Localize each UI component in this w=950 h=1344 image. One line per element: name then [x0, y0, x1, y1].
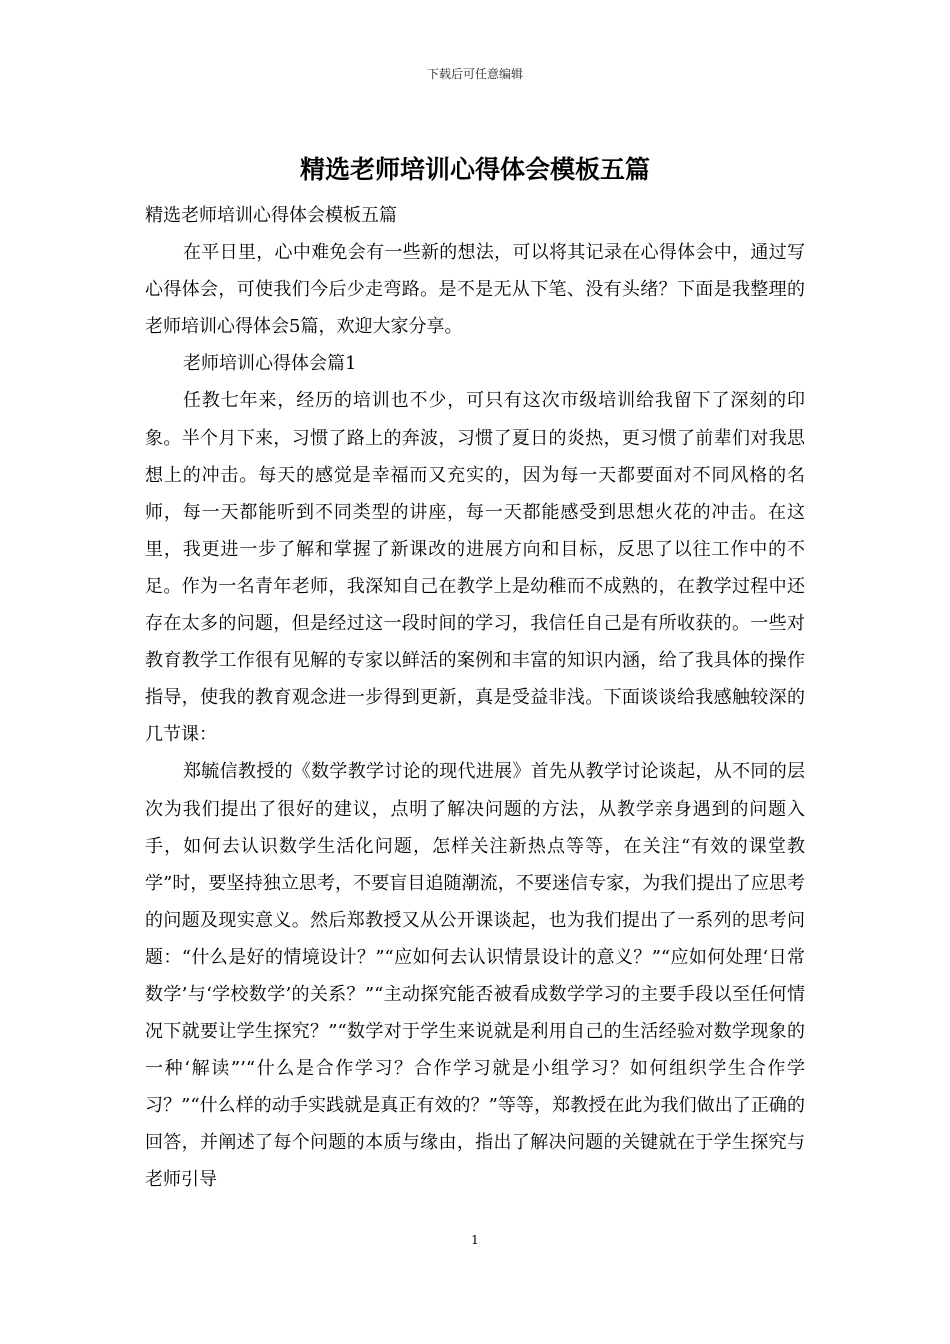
page-number: 1: [471, 1233, 479, 1247]
section-heading: 老师培训心得体会篇1: [183, 353, 357, 375]
body-paragraph: 任教七年来，经历的培训也不少，可只有这次市级培训给我留下了深刻的印象。半个月下来，习惯了路上的奔波，习惯了夏日的炎热，更习惯了前辈们对我思想上的冲击。每天的感觉是幸福而又充实的，因为每一天都要面对不同风格的名师，每一天都能听到不同类型的讲座，每一天都能感受到思想火花的冲击。在这里，我更进一步了解和掌握了新课改的进展方向和目标，反思了以往工作中的不足。作为一名青年老师，我深知自己在教学上是幼稚而不成熟的，在教学过程中还存在太多的问题，但是经过这一段时间的学习，我信任自己是有所收获的。一些对教育教学工作很有见解的专家以鲜活的案例和丰富的知识内涵，给了我具体的操作指导，使我的教育观念进一步得到更新，真是受益非浅。下面谈谈给我感触较深的几节课：: [145, 390, 805, 746]
header-note: 下载后可任意编辑: [426, 67, 523, 81]
subtitle-line: 精选老师培训心得体会模板五篇: [145, 205, 397, 226]
body-paragraph: 郑毓信教授的《数学教学讨论的现代进展》首先从教学讨论谈起，从不同的层次为我们提出了很好的建议，点明了解决问题的方法，从教学亲身遇到的问题入手，如何去认识数学生活化问题，怎样关注新热点等等，在关注“有效的课堂教学”时，要坚持独立思考，不要盲目追随潮流，不要迷信专家，为我们提出了应思考的问题及现实意义。然后郑教授又从公开课谈起，也为我们提出了一系列的思考问题：“什么是好的情境设计？”“应如何去认识情景设计的意义？”“应如何处理‘日常数学’与‘学校数学’的关系？”“主动探究能否被看成数学学习的主要手段以至任何情况下就要让学生探究？”“数学对于学生来说就是利用自己的生活经验对数学现象的一种‘解读”’“什么是合作学习？合作学习就是小组学习？如何组织学生合作学习？”“什么样的动手实践就是真正有效的？”等等，郑教授在此为我们做出了正确的回答，并阐述了每个问题的本质与缘由，指出了解决问题的关键就在于学生探究与老师引导: [145, 761, 805, 1191]
document-title: 精选老师培训心得体会模板五篇: [299, 155, 650, 184]
intro-paragraph: 在平日里，心中难免会有一些新的想法，可以将其记录在心得体会中，通过写心得体会，可使我们今后少走弯路。是不是无从下笔、没有头绪？下面是我整理的老师培训心得体会5篇，欢迎大家分享。: [145, 242, 805, 338]
document-body: [145, 197, 805, 1199]
